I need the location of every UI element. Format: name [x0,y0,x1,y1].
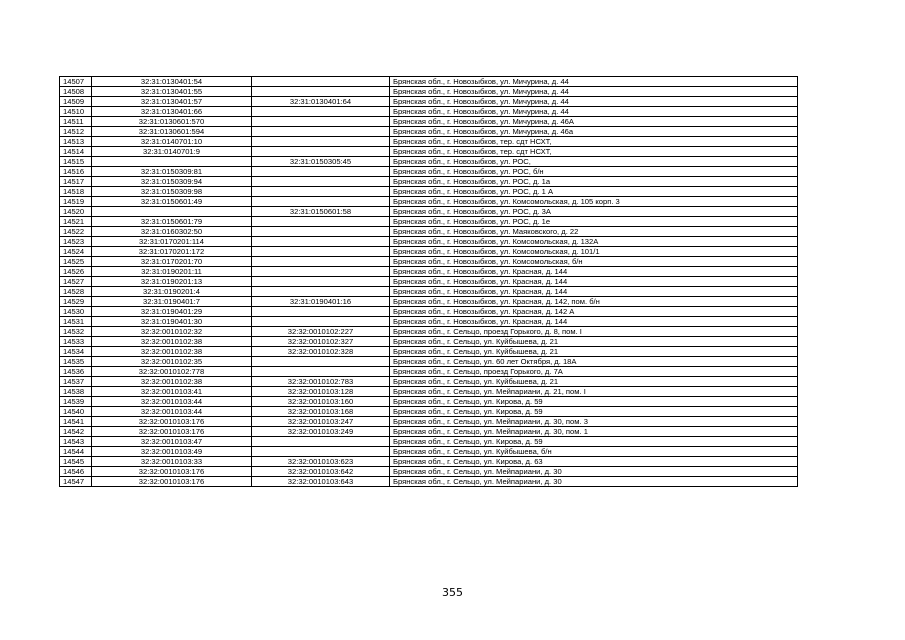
building-cadastral-number-cell [252,187,390,197]
cadastral-number-cell: 32:31:0190201:13 [92,277,252,287]
table-row [60,237,798,247]
cadastral-number-cell: 32:31:0170201:114 [92,237,252,247]
address-cell: Брянская обл., г. Новозыбков, ул. Красная, д. 142, пом. б/н [390,297,798,307]
address-cell: Брянская обл., г. Новозыбков, тер. сдт НСХТ, [390,147,798,157]
address-cell: Брянская обл., г. Новозыбков, ул. РОС, д. 1а [390,177,798,187]
table-row [60,77,798,87]
cadastral-number-cell: 32:31:0150601:79 [92,217,252,227]
table-row [60,287,798,297]
building-cadastral-number-cell [252,287,390,297]
address-cell: Брянская обл., г. Новозыбков, ул. Маяковского, д. 22 [390,227,798,237]
address-cell: Брянская обл., г. Сельцо, ул. Кирова, д. 63 [390,457,798,467]
building-cadastral-number-cell [252,367,390,377]
table-row [60,437,798,447]
address-cell: Брянская обл., г. Сельцо, ул. Куйбышева, д. 21 [390,347,798,357]
table-row [60,367,798,377]
building-cadastral-number-cell [252,257,390,267]
building-cadastral-number-cell [252,317,390,327]
cadastral-number-cell: 32:31:0150601:49 [92,197,252,207]
address-cell: Брянская обл., г. Новозыбков, ул. Красная, д. 144 [390,287,798,297]
table-row [60,387,798,397]
table-row [60,227,798,237]
row-number-cell: 14518 [60,187,92,197]
building-cadastral-number-cell [252,117,390,127]
building-cadastral-number-cell: 32:31:0190401:16 [252,297,390,307]
table-row [60,187,798,197]
row-number-cell: 14525 [60,257,92,267]
building-cadastral-number-cell [252,227,390,237]
row-number-cell: 14523 [60,237,92,247]
cadastral-number-cell: 32:32:0010102:32 [92,327,252,337]
cadastral-number-cell: 32:32:0010103:176 [92,427,252,437]
cadastral-number-cell [92,207,252,217]
row-number-cell: 14539 [60,397,92,407]
building-cadastral-number-cell: 32:32:0010103:623 [252,457,390,467]
building-cadastral-number-cell: 32:31:0150601:58 [252,207,390,217]
building-cadastral-number-cell [252,437,390,447]
address-cell: Брянская обл., г. Новозыбков, ул. Мичурина, д. 44 [390,77,798,87]
row-number-cell: 14530 [60,307,92,317]
building-cadastral-number-cell [252,77,390,87]
table-row [60,97,798,107]
cadastral-number-cell: 32:32:0010103:33 [92,457,252,467]
cadastral-number-cell: 32:31:0160302:50 [92,227,252,237]
address-cell: Брянская обл., г. Новозыбков, тер. сдт НСХТ, [390,137,798,147]
cadastral-number-cell: 32:32:0010102:35 [92,357,252,367]
cadastral-number-cell [92,157,252,167]
cadastral-number-cell: 32:32:0010103:44 [92,407,252,417]
address-cell: Брянская обл., г. Сельцо, ул. Кирова, д. 59 [390,407,798,417]
cadastral-number-cell: 32:31:0130401:54 [92,77,252,87]
cadastral-number-cell: 32:31:0170201:70 [92,257,252,267]
table-row [60,337,798,347]
table-row [60,477,798,487]
cadastral-number-cell: 32:31:0150309:98 [92,187,252,197]
table-row [60,447,798,457]
row-number-cell: 14531 [60,317,92,327]
building-cadastral-number-cell [252,357,390,367]
table-row [60,407,798,417]
row-number-cell: 14514 [60,147,92,157]
row-number-cell: 14511 [60,117,92,127]
building-cadastral-number-cell [252,307,390,317]
building-cadastral-number-cell [252,237,390,247]
address-cell: Брянская обл., г. Сельцо, ул. Куйбышева, д. 21 [390,377,798,387]
cadastral-number-cell: 32:32:0010103:176 [92,467,252,477]
table-row [60,207,798,217]
table-row [60,457,798,467]
cadastral-number-cell: 32:32:0010103:44 [92,397,252,407]
cadastral-number-cell: 32:31:0130401:66 [92,107,252,117]
address-cell: Брянская обл., г. Новозыбков, ул. Комсомольская, д. 105 корп. 3 [390,197,798,207]
row-number-cell: 14544 [60,447,92,457]
address-cell: Брянская обл., г. Сельцо, ул. Мейпариани, д. 30 [390,477,798,487]
cadastral-number-cell: 32:32:0010102:38 [92,377,252,387]
row-number-cell: 14547 [60,477,92,487]
address-cell: Брянская обл., г. Сельцо, ул. 60 лет Октября, д. 18А [390,357,798,367]
building-cadastral-number-cell: 32:32:0010102:327 [252,337,390,347]
address-cell: Брянская обл., г. Сельцо, ул. Куйбышева, д. 21 [390,337,798,347]
cadastral-number-cell: 32:32:0010103:41 [92,387,252,397]
building-cadastral-number-cell [252,87,390,97]
cadastral-number-cell: 32:31:0190401:29 [92,307,252,317]
address-cell: Брянская обл., г. Новозыбков, ул. Красная, д. 144 [390,317,798,327]
building-cadastral-number-cell: 32:32:0010103:643 [252,477,390,487]
row-number-cell: 14540 [60,407,92,417]
address-cell: Брянская обл., г. Новозыбков, ул. Мичурина, д. 44 [390,97,798,107]
row-number-cell: 14542 [60,427,92,437]
table-row [60,397,798,407]
cadastral-number-cell: 32:31:0170201:172 [92,247,252,257]
building-cadastral-number-cell [252,167,390,177]
building-cadastral-number-cell [252,447,390,457]
cadastral-number-cell: 32:32:0010103:176 [92,417,252,427]
table-row [60,297,798,307]
table-row [60,247,798,257]
table-row [60,147,798,157]
address-cell: Брянская обл., г. Сельцо, ул. Кирова, д. 59 [390,397,798,407]
address-cell: Брянская обл., г. Сельцо, ул. Кирова, д. 59 [390,437,798,447]
row-number-cell: 14520 [60,207,92,217]
cadastral-number-cell: 32:31:0190201:4 [92,287,252,297]
registry-table [59,76,798,487]
address-cell: Брянская обл., г. Новозыбков, ул. РОС, д. 1е [390,217,798,227]
table-row [60,157,798,167]
row-number-cell: 14545 [60,457,92,467]
address-cell: Брянская обл., г. Сельцо, проезд Горького, д. 8, пом. I [390,327,798,337]
building-cadastral-number-cell: 32:31:0150305:45 [252,157,390,167]
table-row [60,217,798,227]
building-cadastral-number-cell: 32:32:0010102:783 [252,377,390,387]
table-row [60,347,798,357]
address-cell: Брянская обл., г. Сельцо, ул. Мейпариани, д. 30, пом. 3 [390,417,798,427]
table-row [60,127,798,137]
row-number-cell: 14510 [60,107,92,117]
row-number-cell: 14536 [60,367,92,377]
building-cadastral-number-cell: 32:32:0010103:160 [252,397,390,407]
building-cadastral-number-cell [252,107,390,117]
cadastral-number-cell: 32:31:0150309:81 [92,167,252,177]
building-cadastral-number-cell: 32:32:0010102:227 [252,327,390,337]
cadastral-number-cell: 32:31:0140701:10 [92,137,252,147]
table-row [60,167,798,177]
row-number-cell: 14534 [60,347,92,357]
cadastral-number-cell: 32:31:0190401:30 [92,317,252,327]
row-number-cell: 14532 [60,327,92,337]
row-number-cell: 14535 [60,357,92,367]
row-number-cell: 14543 [60,437,92,447]
cadastral-number-cell: 32:31:0130601:570 [92,117,252,127]
building-cadastral-number-cell: 32:32:0010103:247 [252,417,390,427]
table-row [60,467,798,477]
row-number-cell: 14528 [60,287,92,297]
building-cadastral-number-cell [252,217,390,227]
table-row [60,107,798,117]
cadastral-number-cell: 32:31:0140701:9 [92,147,252,157]
cadastral-number-cell: 32:31:0130401:57 [92,97,252,107]
address-cell: Брянская обл., г. Новозыбков, ул. РОС, [390,157,798,167]
cadastral-number-cell: 32:32:0010103:176 [92,477,252,487]
row-number-cell: 14516 [60,167,92,177]
cadastral-number-cell: 32:32:0010102:38 [92,337,252,347]
row-number-cell: 14509 [60,97,92,107]
row-number-cell: 14519 [60,197,92,207]
row-number-cell: 14521 [60,217,92,227]
row-number-cell: 14546 [60,467,92,477]
row-number-cell: 14526 [60,267,92,277]
cadastral-number-cell: 32:32:0010102:38 [92,347,252,357]
row-number-cell: 14522 [60,227,92,237]
address-cell: Брянская обл., г. Новозыбков, ул. Мичурина, д. 44 [390,107,798,117]
address-cell: Брянская обл., г. Новозыбков, ул. Красная, д. 144 [390,277,798,287]
table-row [60,87,798,97]
building-cadastral-number-cell [252,267,390,277]
cadastral-number-cell: 32:31:0130401:55 [92,87,252,97]
table-row [60,177,798,187]
table-row [60,357,798,367]
table-row [60,317,798,327]
row-number-cell: 14541 [60,417,92,427]
building-cadastral-number-cell: 32:32:0010103:128 [252,387,390,397]
building-cadastral-number-cell [252,147,390,157]
row-number-cell: 14517 [60,177,92,187]
cadastral-number-cell: 32:31:0150309:94 [92,177,252,187]
address-cell: Брянская обл., г. Новозыбков, ул. Мичурина, д. 44 [390,87,798,97]
row-number-cell: 14512 [60,127,92,137]
row-number-cell: 14507 [60,77,92,87]
table-row [60,417,798,427]
row-number-cell: 14527 [60,277,92,287]
table-row [60,427,798,437]
address-cell: Брянская обл., г. Новозыбков, ул. РОС, д. 3А [390,207,798,217]
table-row [60,197,798,207]
row-number-cell: 14508 [60,87,92,97]
building-cadastral-number-cell [252,177,390,187]
table-row [60,267,798,277]
cadastral-number-cell: 32:32:0010102:778 [92,367,252,377]
address-cell: Брянская обл., г. Новозыбков, ул. РОС, д. 1 А [390,187,798,197]
row-number-cell: 14537 [60,377,92,387]
address-cell: Брянская обл., г. Новозыбков, ул. РОС, б/н [390,167,798,177]
table-row [60,117,798,127]
table-row [60,307,798,317]
building-cadastral-number-cell [252,277,390,287]
table-row [60,257,798,267]
row-number-cell: 14524 [60,247,92,257]
address-cell: Брянская обл., г. Новозыбков, ул. Мичурина, д. 46а [390,127,798,137]
row-number-cell: 14513 [60,137,92,147]
address-cell: Брянская обл., г. Сельцо, ул. Мейпариани, д. 21, пом. I [390,387,798,397]
address-cell: Брянская обл., г. Новозыбков, ул. Комсомольская, д. 101/1 [390,247,798,257]
registry-table-body [60,77,798,487]
building-cadastral-number-cell [252,137,390,147]
cadastral-number-cell: 32:32:0010103:47 [92,437,252,447]
cadastral-number-cell: 32:31:0190401:7 [92,297,252,307]
address-cell: Брянская обл., г. Сельцо, ул. Мейпариани, д. 30 [390,467,798,477]
building-cadastral-number-cell: 32:32:0010103:168 [252,407,390,417]
building-cadastral-number-cell [252,127,390,137]
page-number: 355 [442,586,463,599]
address-cell: Брянская обл., г. Сельцо, ул. Мейпариани, д. 30, пом. 1 [390,427,798,437]
table-row [60,377,798,387]
row-number-cell: 14533 [60,337,92,347]
table-row [60,137,798,147]
cadastral-number-cell: 32:32:0010103:49 [92,447,252,457]
address-cell: Брянская обл., г. Новозыбков, ул. Комсомольская, б/н [390,257,798,267]
address-cell: Брянская обл., г. Новозыбков, ул. Красная, д. 144 [390,267,798,277]
address-cell: Брянская обл., г. Сельцо, проезд Горького, д. 7А [390,367,798,377]
building-cadastral-number-cell [252,197,390,207]
row-number-cell: 14515 [60,157,92,167]
row-number-cell: 14538 [60,387,92,397]
table-row [60,277,798,287]
cadastral-number-cell: 32:31:0130601:594 [92,127,252,137]
row-number-cell: 14529 [60,297,92,307]
table-row [60,327,798,337]
address-cell: Брянская обл., г. Новозыбков, ул. Мичурина, д. 46А [390,117,798,127]
building-cadastral-number-cell: 32:32:0010103:249 [252,427,390,437]
building-cadastral-number-cell: 32:32:0010103:642 [252,467,390,477]
address-cell: Брянская обл., г. Новозыбков, ул. Красная, д. 142 А [390,307,798,317]
address-cell: Брянская обл., г. Сельцо, ул. Куйбышева, б/н [390,447,798,457]
building-cadastral-number-cell: 32:32:0010102:328 [252,347,390,357]
address-cell: Брянская обл., г. Новозыбков, ул. Комсомольская, д. 132А [390,237,798,247]
cadastral-number-cell: 32:31:0190201:11 [92,267,252,277]
building-cadastral-number-cell [252,247,390,257]
building-cadastral-number-cell: 32:31:0130401:64 [252,97,390,107]
